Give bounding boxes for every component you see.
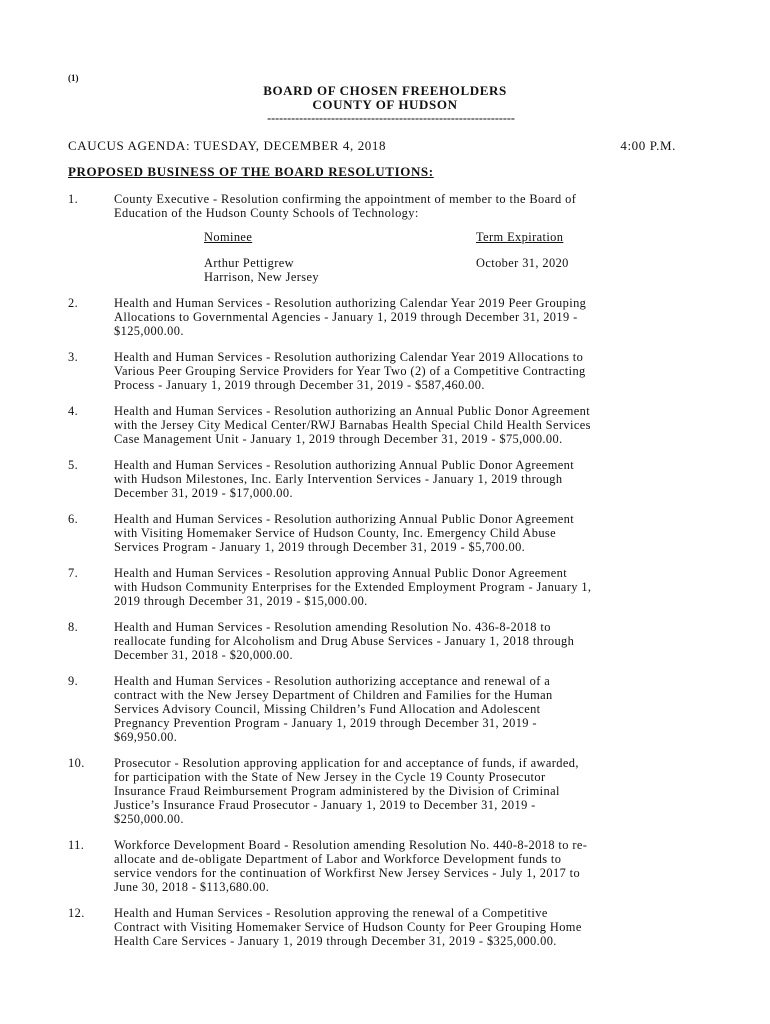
nominee-column-header: Nominee (204, 230, 253, 244)
item-number: 8. (68, 620, 79, 634)
item-number: 12. (68, 906, 85, 920)
item-text: Health and Human Services - Resolution authorizing acceptance and renewal of a contract with the New Jersey Department of Children and Families for the Human Services Advisory Council, Missing Children’s Fund Allocation and Adolescent Pregnancy Prevention Program - January 1, 2019 through December 31, 2019 - $69,950.00. (114, 674, 553, 744)
nominee-table-header (204, 230, 604, 244)
document-header (0, 84, 770, 124)
item-text: Health and Human Services - Resolution authorizing Annual Public Donor Agreement with Hudson Milestones, Inc. Early Intervention Services - January 1, 2019 through December 31, 2019 - $17,000.00. (114, 458, 575, 500)
item-text: Workforce Development Board - Resolution amending Resolution No. 440-8-2018 to re- allocate and de-obligate Department of Labor and Workforce Development funds to service vendors for the continuation of Workfirst New Jersey Services - July 1, 2017 to June 30, 2018 - $113,680.00. (114, 838, 588, 894)
nominee-table (204, 230, 604, 284)
item-number: 11. (68, 838, 85, 852)
resolution-item (68, 906, 708, 948)
item-text: Health and Human Services - Resolution approving the renewal of a Competitive Contract with Visiting Homemaker Service of Hudson County for Peer Grouping Home Health Care Services - January 1, 2019 through December 31, 2019 - $325,000.00. (114, 906, 582, 948)
item-number: 2. (68, 296, 79, 310)
page-number: (1) (68, 73, 79, 83)
item-text: Health and Human Services - Resolution approving Annual Public Donor Agreement with Hudson Community Enterprises for the Extended Employment Program - January 1, 2019 through December 31, 2019 - $15,000.00. (114, 566, 592, 608)
nominee-row (204, 256, 604, 270)
resolution-item (68, 404, 708, 446)
resolution-item (68, 756, 708, 826)
item-number: 1. (68, 192, 79, 206)
term-expiration-date: October 31, 2020 (476, 256, 569, 270)
item-text: Health and Human Services - Resolution authorizing Calendar Year 2019 Peer Grouping Allocations to Governmental Agencies - January 1, 2019 through December 31, 2019 - $125,000.00. (114, 296, 587, 338)
item-number: 6. (68, 512, 79, 526)
agenda-title: CAUCUS AGENDA: TUESDAY, DECEMBER 4, 2018 (68, 138, 387, 153)
header-rule: -------------------------------------------------------------- (267, 111, 515, 125)
nominee-location: Harrison, New Jersey (204, 270, 320, 284)
item-text: Health and Human Services - Resolution amending Resolution No. 436-8-2018 to reallocate funding for Alcoholism and Drug Abuse Services - January 1, 2018 through December 31, 2018 - $20,000.00. (114, 620, 575, 662)
agenda-line (68, 138, 676, 154)
resolution-item (68, 350, 708, 392)
resolution-item (68, 620, 708, 662)
item-text: Health and Human Services - Resolution authorizing an Annual Public Donor Agreement with the Jersey City Medical Center/RWJ Barnabas Health Special Child Health Services Case Management Unit - January 1, 2019 through December 31, 2019 - $75,000.00. (114, 404, 591, 446)
item-number: 5. (68, 458, 79, 472)
resolution-item (68, 192, 708, 284)
resolution-item (68, 566, 708, 608)
item-number: 10. (68, 756, 85, 770)
item-number: 7. (68, 566, 79, 580)
item-number: 4. (68, 404, 79, 418)
resolution-list (68, 192, 708, 948)
resolution-item (68, 674, 708, 744)
header-county-title: COUNTY OF HUDSON (312, 97, 458, 112)
term-expiration-column-header: Term Expiration (476, 230, 564, 244)
nominee-name: Arthur Pettigrew (204, 256, 295, 270)
section-heading: PROPOSED BUSINESS OF THE BOARD RESOLUTIONS: (68, 164, 434, 179)
resolution-item (68, 296, 708, 338)
item-text: Health and Human Services - Resolution authorizing Calendar Year 2019 Allocations to Various Peer Grouping Service Providers for Year Two (2) of a Competitive Contracting Process - January 1, 2019 through December 31, 2019 - $587,460.00. (114, 350, 586, 392)
item-text: Health and Human Services - Resolution authorizing Annual Public Donor Agreement with Visiting Homemaker Service of Hudson County, Inc. Emergency Child Abuse Services Program - January 1, 2019 through December 31, 2019 - $5,700.00. (114, 512, 575, 554)
item-text: County Executive - Resolution confirming the appointment of member to the Board of Education of the Hudson County Schools of Technology: (114, 192, 577, 220)
resolution-item (68, 512, 708, 554)
item-text: Prosecutor - Resolution approving application for and acceptance of funds, if awarded, for participation with the State of New Jersey in the Cycle 19 County Prosecutor Insurance Fraud Reimbursement Program administered by the Division of Criminal Justice’s Insurance Fraud Prosecutor - January 1, 2019 to December 31, 2019 - $250,000.00. (114, 756, 579, 826)
resolution-item (68, 838, 708, 894)
item-number: 3. (68, 350, 79, 364)
resolution-item (68, 458, 708, 500)
header-board-title: BOARD OF CHOSEN FREEHOLDERS (263, 83, 507, 98)
item-number: 9. (68, 674, 79, 688)
agenda-time: 4:00 P.M. (620, 138, 676, 153)
nominee-row (204, 270, 604, 284)
